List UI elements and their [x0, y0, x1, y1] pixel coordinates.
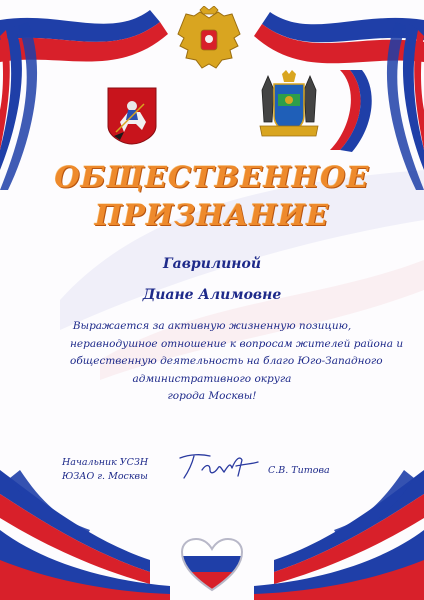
moscow-coat-of-arms-icon [106, 86, 158, 146]
russian-coat-of-arms-icon [174, 6, 244, 76]
body-line: Выражается за активную жизненную позицию, [72, 320, 352, 332]
recipient-name: Диане Алимовне [142, 287, 282, 303]
body-line: общественную деятельность на благо Юго-Западного [70, 355, 383, 367]
russian-flag-heart-icon [178, 536, 246, 594]
certificate-body [70, 318, 404, 406]
body-line: неравнодушное отношение к вопросам жителей района и [70, 337, 404, 350]
body-line: города Москвы! [167, 390, 257, 402]
certificate-title-line1: ОБЩЕСТВЕННОЕ [54, 160, 370, 194]
district-coat-of-arms-icon [256, 70, 322, 142]
body-line: административного округа [132, 372, 292, 385]
certificate-title-line2: ПРИЗНАНИЕ [94, 198, 330, 232]
signatory-name: С.В. Титова [268, 465, 330, 476]
signatory-position-line2: ЮЗАО г. Москвы [62, 471, 148, 482]
handwritten-signature [176, 448, 260, 482]
signatory-position-line1: Начальник УСЗН [62, 457, 149, 468]
recipient-surname: Гаврилиной [162, 256, 262, 272]
signatory-position [62, 456, 148, 484]
